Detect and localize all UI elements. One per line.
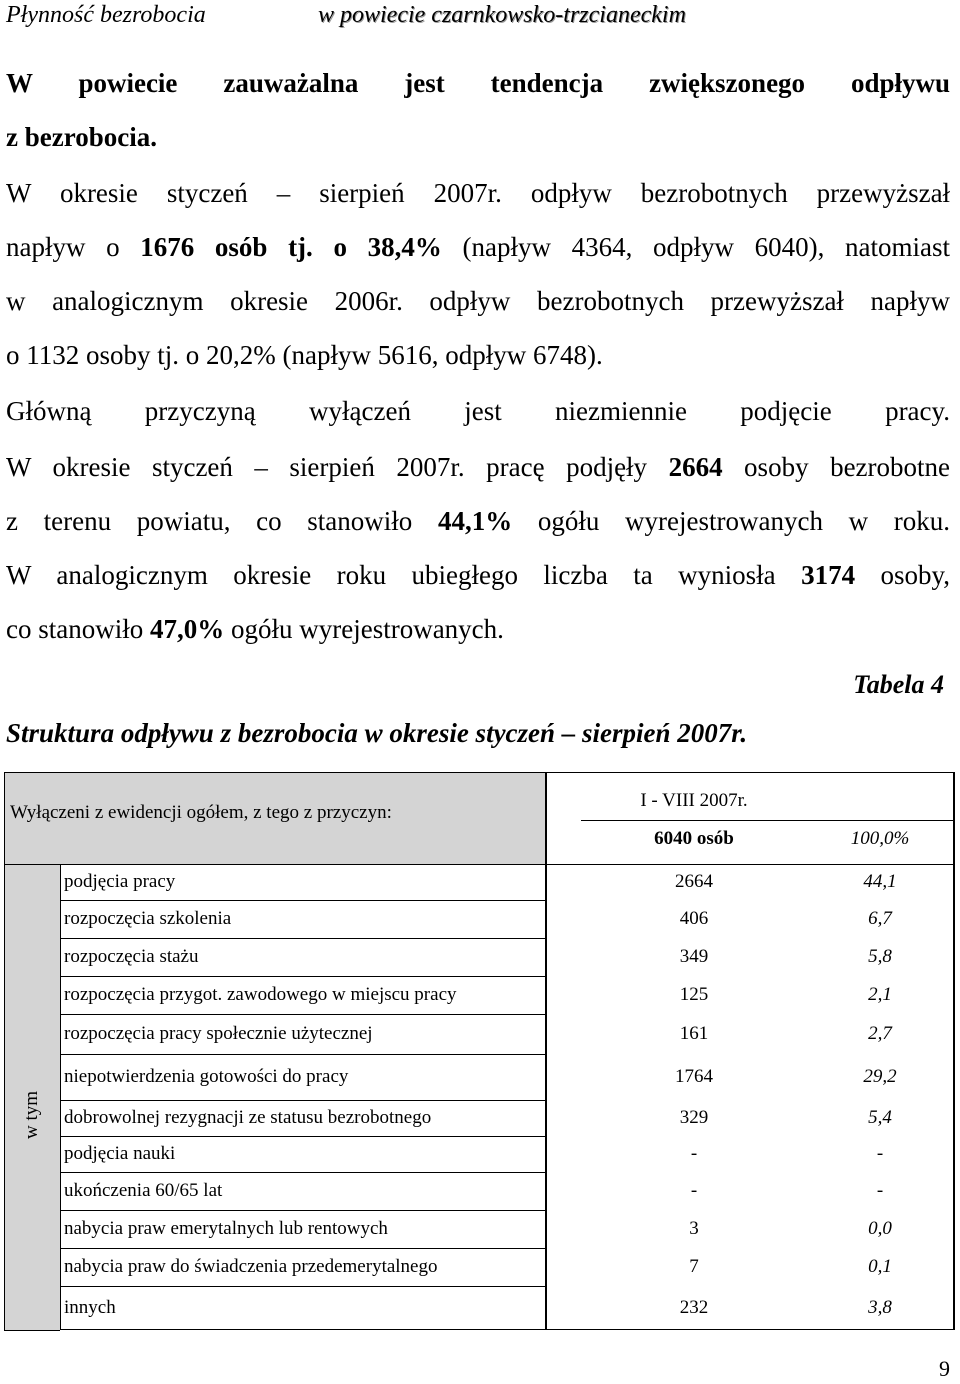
paragraph-3-line-1: Główną przyczyną wyłączeń jest niezmiennie podjęcie pracy. — [6, 396, 951, 426]
frame-right — [953, 772, 955, 1330]
row-percent: 0,0 — [868, 1218, 892, 1239]
row-label: rozpoczęcia szkolenia — [64, 908, 232, 929]
row-percent: 2,1 — [868, 984, 892, 1005]
row-label: innych — [64, 1296, 116, 1318]
paragraph-1-line-2: z bezrobocia. — [6, 122, 157, 152]
row-count: 161 — [679, 1023, 709, 1044]
row-separator — [60, 1054, 545, 1055]
row-label: podjęcia pracy — [64, 871, 176, 892]
page-number: 9 — [939, 1356, 950, 1381]
col-divider-side — [60, 864, 61, 1330]
paragraph-1-line-1: W powiecie zauważalna jest tendencja zwiększonego odpływu — [6, 68, 951, 98]
frame-bottom — [60, 1329, 954, 1330]
row-percent: - — [876, 1180, 884, 1201]
page-header — [6, 2, 946, 34]
row-separator — [60, 1248, 545, 1249]
row-separator — [60, 900, 545, 901]
row-separator — [60, 1210, 545, 1211]
frame-left — [4, 772, 5, 1330]
row-count: - — [690, 1180, 698, 1201]
row-count: 2664 — [675, 871, 713, 892]
paragraph-2-line-1: W okresie styczeń – sierpień 2007r. odpływ bezrobotnych przewyższał — [6, 178, 951, 208]
header-split-line — [581, 820, 953, 821]
row-separator — [60, 1286, 545, 1287]
row-label: rozpoczęcia pracy społecznie użytecznej — [64, 1023, 373, 1044]
frame-top — [4, 772, 954, 773]
row-count: 349 — [679, 946, 709, 967]
header-label: Wyłączeni z ewidencji ogółem, z tego z przyczyn: — [10, 802, 392, 823]
row-percent: 0,1 — [868, 1256, 892, 1277]
table-caption: Struktura odpływu z bezrobocia w okresie styczeń – sierpień 2007r. — [6, 718, 748, 748]
row-label: ukończenia 60/65 lat — [64, 1180, 223, 1201]
row-percent: 5,4 — [868, 1107, 892, 1128]
paragraph-3-line-5: co stanowiło 47,0% ogółu wyrejestrowanych. — [6, 614, 504, 644]
row-separator — [60, 976, 545, 977]
row-percent: 29,2 — [863, 1066, 897, 1087]
row-separator — [60, 938, 545, 939]
row-separator — [60, 1136, 545, 1137]
paragraph-3-line-4: W analogicznym okresie roku ubiegłego liczba ta wyniosła 3174 osoby, — [6, 560, 950, 590]
row-separator — [60, 1100, 545, 1101]
row-label: rozpoczęcia przygot. zawodowego w miejscu pracy — [64, 984, 457, 1005]
total-count: 6040 osób — [654, 828, 734, 849]
row-separator — [60, 1172, 545, 1173]
total-percent: 100,0% — [850, 828, 910, 849]
paragraph-3-line-2: W okresie styczeń – sierpień 2007r. pracę podjęły 2664 osoby bezrobotne — [6, 452, 951, 482]
header-bottom-line — [4, 864, 954, 865]
paragraph-2-line-3: w analogicznym okresie 2006r. odpływ bezrobotnych przewyższał napływ — [6, 286, 950, 316]
col-divider-1 — [545, 772, 547, 1330]
paragraph-2-line-4: o 1132 osoby tj. o 20,2% (napływ 5616, odpływ 6748). — [6, 340, 603, 370]
row-label: dobrowolnej rezygnacji ze statusu bezrobotnego — [64, 1107, 432, 1128]
row-percent: 5,8 — [868, 946, 892, 967]
period-label: I - VIII 2007r. — [640, 790, 748, 811]
row-count: 329 — [679, 1107, 709, 1128]
row-count: 1764 — [675, 1066, 713, 1087]
row-percent: 2,7 — [868, 1023, 892, 1044]
row-percent: 3,8 — [868, 1296, 892, 1318]
row-percent: 44,1 — [863, 871, 897, 892]
frame-bottom-side — [4, 1330, 60, 1331]
paragraph-2-line-2: napływ o 1676 osób tj. o 38,4% (napływ 4364, odpływ 6040), natomiast — [6, 232, 950, 262]
row-count: 125 — [679, 984, 709, 1005]
row-count: 7 — [689, 1256, 699, 1277]
side-label: w tym — [21, 1090, 42, 1139]
row-label: nabycia praw emerytalnych lub rentowych — [64, 1218, 388, 1239]
table-number: Tabela 4 — [853, 670, 944, 699]
row-label: podjęcia nauki — [64, 1143, 176, 1164]
side-label-box — [12, 1084, 52, 1139]
row-count: 406 — [679, 908, 709, 929]
header-title: Płynność bezrobocia — [6, 2, 206, 28]
row-label: nabycia praw do świadczenia przedemerytalnego — [64, 1256, 438, 1277]
outflow-table — [4, 772, 954, 1332]
row-percent: 6,7 — [868, 908, 892, 929]
paragraph-3-line-3: z terenu powiatu, co stanowiło 44,1% ogółu wyrejestrowanych w roku. — [6, 506, 950, 536]
row-percent: - — [876, 1143, 884, 1164]
row-count: - — [690, 1143, 698, 1164]
header-subtitle: w powiecie czarnkowsko-trzcianeckim — [318, 2, 686, 28]
row-count: 3 — [689, 1218, 699, 1239]
row-label: niepotwierdzenia gotowości do pracy — [64, 1066, 349, 1087]
row-label: rozpoczęcia stażu — [64, 946, 199, 967]
row-separator — [60, 1014, 545, 1015]
row-count: 232 — [679, 1296, 709, 1318]
